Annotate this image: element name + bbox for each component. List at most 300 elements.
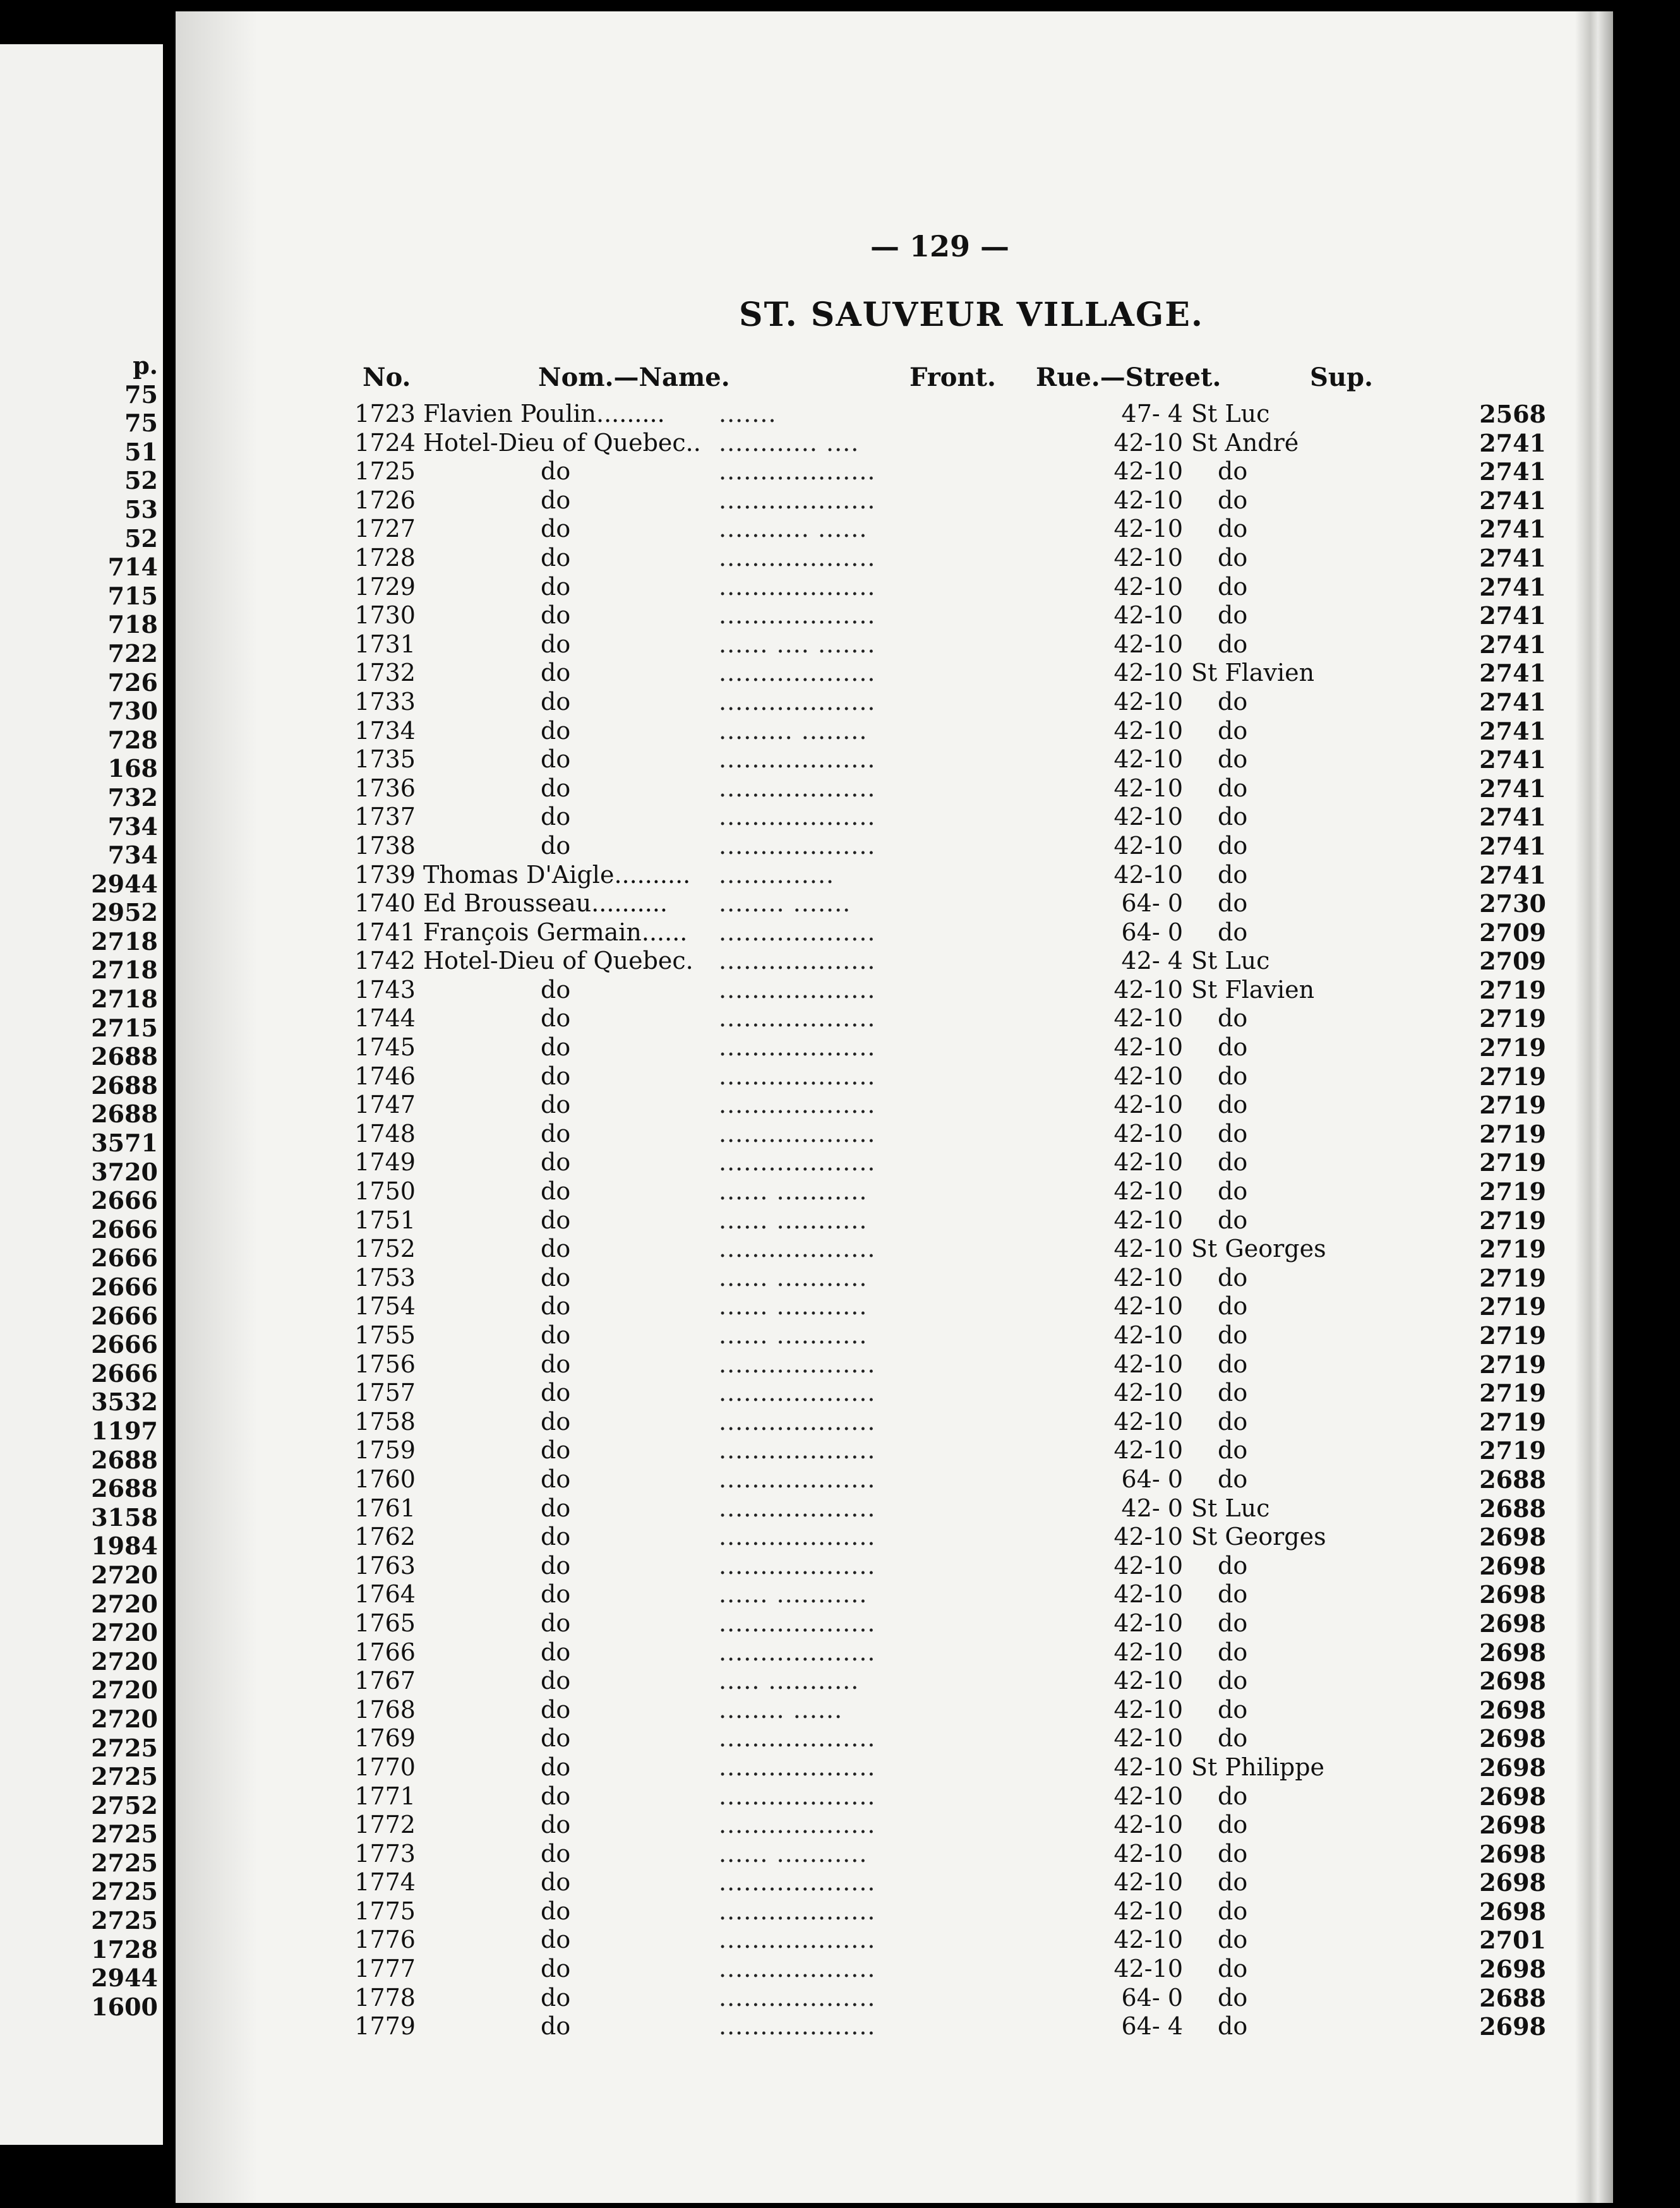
row-number: 1745 xyxy=(354,1033,416,1062)
row-name: do xyxy=(541,2012,571,2041)
table-row xyxy=(176,1552,1613,1581)
row-front: 42-10 xyxy=(1113,486,1183,514)
row-leader-dots: ................... xyxy=(719,1983,876,2012)
row-name: do xyxy=(541,1695,571,1724)
table-row xyxy=(176,889,1613,918)
row-sup: 2730 xyxy=(1479,889,1546,918)
row-number: 1774 xyxy=(354,1868,416,1897)
left-page-value: 1728 xyxy=(91,1935,158,1964)
row-sup: 2741 xyxy=(1479,803,1546,832)
left-page-value: 2666 xyxy=(91,1273,158,1301)
table-row xyxy=(176,1062,1613,1091)
left-page-value: 2752 xyxy=(91,1791,158,1820)
row-leader-dots: ................... xyxy=(719,1494,876,1522)
row-front: 42-10 xyxy=(1113,1695,1183,1724)
table-row xyxy=(176,688,1613,717)
row-name: François Germain...... xyxy=(423,918,688,946)
row-leader-dots: ..... ........... xyxy=(719,1667,860,1695)
row-number: 1724 xyxy=(354,428,416,457)
left-page-value: 2725 xyxy=(91,1762,158,1791)
row-sup: 2719 xyxy=(1479,1033,1546,1062)
row-sup: 2719 xyxy=(1479,1091,1546,1120)
row-street: St Flavien xyxy=(1191,975,1315,1004)
row-sup: 2698 xyxy=(1479,1753,1546,1782)
row-front: 42-10 xyxy=(1113,457,1183,486)
row-number: 1758 xyxy=(354,1407,416,1436)
row-street: do xyxy=(1218,457,1248,486)
row-name: do xyxy=(541,975,571,1004)
row-number: 1733 xyxy=(354,687,416,716)
row-sup: 2698 xyxy=(1479,1580,1546,1609)
row-street: do xyxy=(1218,1033,1248,1062)
row-front: 42-10 xyxy=(1113,1638,1183,1666)
row-street: St André xyxy=(1191,428,1299,457)
row-sup: 2741 xyxy=(1479,687,1546,716)
left-page-value: 2944 xyxy=(91,869,158,898)
table-row xyxy=(176,1955,1613,1984)
left-page-value: p. xyxy=(133,351,158,380)
row-number: 1749 xyxy=(354,1148,416,1177)
row-name: do xyxy=(541,1724,571,1753)
row-street: do xyxy=(1218,1379,1248,1407)
row-name: do xyxy=(541,687,571,716)
row-number: 1777 xyxy=(354,1955,416,1983)
row-name: do xyxy=(541,1868,571,1897)
row-sup: 2741 xyxy=(1479,659,1546,688)
row-front: 42-10 xyxy=(1113,1091,1183,1119)
table-row xyxy=(176,1148,1613,1177)
row-street: do xyxy=(1218,1695,1248,1724)
row-front: 42-10 xyxy=(1113,1033,1183,1062)
row-front: 42-10 xyxy=(1113,1263,1183,1292)
row-name: do xyxy=(541,1609,571,1637)
row-sup: 2698 xyxy=(1479,1609,1546,1638)
left-page-value: 2666 xyxy=(91,1215,158,1244)
row-sup: 2698 xyxy=(1479,1523,1546,1552)
table-row xyxy=(176,717,1613,746)
row-sup: 2688 xyxy=(1479,1465,1546,1494)
row-front: 42-10 xyxy=(1113,572,1183,601)
row-front: 64- 0 xyxy=(1121,889,1183,918)
row-street: do xyxy=(1218,2012,1248,2041)
row-number: 1738 xyxy=(354,831,416,860)
table-row xyxy=(176,601,1613,630)
table-row xyxy=(176,1667,1613,1696)
table-row xyxy=(176,515,1613,544)
row-number: 1762 xyxy=(354,1523,416,1551)
table-row xyxy=(176,1436,1613,1465)
row-front: 42- 4 xyxy=(1121,947,1183,975)
row-name: do xyxy=(541,1523,571,1551)
row-front: 42-10 xyxy=(1113,1782,1183,1810)
column-header-street: Rue.—Street. xyxy=(1036,363,1221,392)
row-front: 42-10 xyxy=(1113,1292,1183,1321)
row-sup: 2709 xyxy=(1479,918,1546,947)
table-row xyxy=(176,774,1613,803)
table-row xyxy=(176,1868,1613,1897)
left-page-value: 2688 xyxy=(91,1445,158,1474)
row-number: 1725 xyxy=(354,457,416,486)
row-name: Hotel-Dieu of Quebec. xyxy=(423,947,693,975)
section-title: ST. SAUVEUR VILLAGE. xyxy=(739,296,1204,334)
row-leader-dots: ................... xyxy=(719,1033,876,1062)
row-street: St Philippe xyxy=(1191,1753,1325,1781)
row-name: do xyxy=(541,1004,571,1033)
row-street: do xyxy=(1218,486,1248,514)
row-leader-dots: ................... xyxy=(719,601,876,630)
row-leader-dots: ................... xyxy=(719,486,876,514)
left-page-value: 734 xyxy=(107,841,158,870)
row-sup: 2698 xyxy=(1479,1724,1546,1753)
row-name: do xyxy=(541,1263,571,1292)
row-front: 42-10 xyxy=(1113,1235,1183,1263)
row-front: 42-10 xyxy=(1113,1551,1183,1580)
row-sup: 2741 xyxy=(1479,716,1546,745)
left-page-value: 51 xyxy=(124,437,158,466)
row-leader-dots: ...... ........... xyxy=(719,1292,868,1321)
row-name: do xyxy=(541,1465,571,1493)
row-sup: 2719 xyxy=(1479,1206,1546,1235)
left-page-value: 2688 xyxy=(91,1100,158,1129)
row-name: do xyxy=(541,803,571,831)
table-row xyxy=(176,429,1613,458)
row-leader-dots: ................... xyxy=(719,659,876,687)
row-leader-dots: ........ ....... xyxy=(719,889,851,918)
row-number: 1751 xyxy=(354,1206,416,1234)
left-page-value: 2688 xyxy=(91,1042,158,1071)
left-page-value: 168 xyxy=(107,754,158,783)
left-page-value: 75 xyxy=(124,380,158,409)
row-street: do xyxy=(1218,803,1248,831)
row-name: do xyxy=(541,1926,571,1954)
row-name: do xyxy=(541,1839,571,1868)
row-leader-dots: ................... xyxy=(719,745,876,774)
row-sup: 2688 xyxy=(1479,1494,1546,1523)
row-leader-dots: ....... xyxy=(719,400,777,428)
row-name: do xyxy=(541,1811,571,1839)
row-name: do xyxy=(541,716,571,745)
row-number: 1767 xyxy=(354,1667,416,1695)
left-page-value: 2725 xyxy=(91,1820,158,1849)
left-page-value: 1197 xyxy=(91,1416,158,1445)
row-number: 1769 xyxy=(354,1724,416,1753)
left-page-value: 2720 xyxy=(91,1676,158,1705)
table-row xyxy=(176,1206,1613,1235)
row-leader-dots: ................... xyxy=(719,975,876,1004)
row-name: do xyxy=(541,659,571,687)
row-front: 42-10 xyxy=(1113,1667,1183,1695)
row-leader-dots: ................... xyxy=(719,1724,876,1753)
row-number: 1731 xyxy=(354,630,416,658)
row-leader-dots: ................... xyxy=(719,1091,876,1119)
row-front: 42-10 xyxy=(1113,1379,1183,1407)
row-name: do xyxy=(541,630,571,658)
row-front: 42-10 xyxy=(1113,1206,1183,1234)
row-number: 1770 xyxy=(354,1753,416,1781)
left-page-value: 2720 xyxy=(91,1560,158,1589)
row-leader-dots: ............ .... xyxy=(719,428,860,457)
row-street: do xyxy=(1218,1724,1248,1753)
left-page-value: 718 xyxy=(107,610,158,639)
table-row xyxy=(176,803,1613,832)
row-street: do xyxy=(1218,1897,1248,1925)
left-page-value: 1984 xyxy=(91,1532,158,1561)
row-street: do xyxy=(1218,1091,1248,1119)
left-page-value: 2720 xyxy=(91,1704,158,1733)
table-row xyxy=(176,1638,1613,1667)
row-sup: 2698 xyxy=(1479,1811,1546,1840)
table-row xyxy=(176,1696,1613,1725)
row-front: 42-10 xyxy=(1113,860,1183,889)
row-leader-dots: ................... xyxy=(719,1926,876,1954)
row-street: do xyxy=(1218,630,1248,658)
row-street: do xyxy=(1218,889,1248,918)
table-row xyxy=(176,1897,1613,1926)
column-header-no: No. xyxy=(363,363,411,392)
row-sup: 2719 xyxy=(1479,1004,1546,1033)
row-street: do xyxy=(1218,1436,1248,1465)
row-sup: 2741 xyxy=(1479,831,1546,860)
row-front: 42-10 xyxy=(1113,1926,1183,1954)
row-name: do xyxy=(541,572,571,601)
left-page-value: 722 xyxy=(107,639,158,668)
row-sup: 2719 xyxy=(1479,1062,1546,1091)
table-row xyxy=(176,457,1613,486)
row-sup: 2741 xyxy=(1479,428,1546,457)
row-sup: 2709 xyxy=(1479,947,1546,976)
row-street: do xyxy=(1218,1926,1248,1954)
row-street: do xyxy=(1218,1839,1248,1868)
table-row xyxy=(176,1465,1613,1494)
row-leader-dots: ................... xyxy=(719,947,876,975)
row-number: 1764 xyxy=(354,1580,416,1609)
left-page-value: 2688 xyxy=(91,1474,158,1503)
row-number: 1768 xyxy=(354,1695,416,1724)
row-sup: 2741 xyxy=(1479,543,1546,572)
table-row xyxy=(176,745,1613,774)
row-street: do xyxy=(1218,1350,1248,1378)
row-street: do xyxy=(1218,1119,1248,1148)
table-row xyxy=(176,1091,1613,1120)
row-front: 42-10 xyxy=(1113,1868,1183,1897)
row-number: 1727 xyxy=(354,515,416,543)
left-page-value: 3720 xyxy=(91,1157,158,1186)
row-number: 1723 xyxy=(354,400,416,428)
row-street: do xyxy=(1218,1062,1248,1090)
row-number: 1726 xyxy=(354,486,416,514)
row-sup: 2741 xyxy=(1479,860,1546,889)
table-row xyxy=(176,1379,1613,1408)
table-row xyxy=(176,400,1613,429)
row-front: 42-10 xyxy=(1113,630,1183,658)
row-sup: 2719 xyxy=(1479,1292,1546,1321)
row-number: 1754 xyxy=(354,1292,416,1321)
table-row xyxy=(176,573,1613,602)
row-street: do xyxy=(1218,687,1248,716)
row-name: do xyxy=(541,1638,571,1666)
column-header-sup: Sup. xyxy=(1310,363,1373,392)
row-name: do xyxy=(541,1897,571,1925)
row-name: do xyxy=(541,1206,571,1234)
row-number: 1752 xyxy=(354,1235,416,1263)
left-page-value: 730 xyxy=(107,697,158,726)
table-row xyxy=(176,1350,1613,1379)
row-front: 42-10 xyxy=(1113,975,1183,1004)
row-number: 1732 xyxy=(354,659,416,687)
row-name: do xyxy=(541,1350,571,1378)
row-leader-dots: ................... xyxy=(719,457,876,486)
row-number: 1779 xyxy=(354,2012,416,2041)
row-number: 1757 xyxy=(354,1379,416,1407)
row-street: do xyxy=(1218,1321,1248,1349)
row-street: St Luc xyxy=(1191,400,1270,428)
row-name: do xyxy=(541,1667,571,1695)
row-sup: 2698 xyxy=(1479,1955,1546,1984)
row-number: 1736 xyxy=(354,774,416,802)
row-front: 42-10 xyxy=(1113,716,1183,745)
row-front: 47- 4 xyxy=(1121,400,1183,428)
row-street: St Georges xyxy=(1191,1235,1326,1263)
row-front: 42-10 xyxy=(1113,543,1183,572)
row-number: 1728 xyxy=(354,543,416,572)
row-street: do xyxy=(1218,1955,1248,1983)
left-page-value: 714 xyxy=(107,553,158,582)
row-sup: 2741 xyxy=(1479,486,1546,515)
row-front: 42-10 xyxy=(1113,745,1183,774)
left-page-value: 3158 xyxy=(91,1503,158,1532)
table-row xyxy=(176,630,1613,659)
row-sup: 2688 xyxy=(1479,1983,1546,2012)
row-number: 1759 xyxy=(354,1436,416,1465)
row-leader-dots: ................... xyxy=(719,1811,876,1839)
left-page-value: 2725 xyxy=(91,1733,158,1762)
row-name: do xyxy=(541,515,571,543)
ledger-table xyxy=(176,400,1613,2041)
row-leader-dots: ................... xyxy=(719,1897,876,1925)
table-row xyxy=(176,1984,1613,2013)
row-street: do xyxy=(1218,1263,1248,1292)
row-leader-dots: ................... xyxy=(719,1782,876,1810)
table-row xyxy=(176,976,1613,1005)
row-name: do xyxy=(541,774,571,802)
row-leader-dots: ................... xyxy=(719,1119,876,1148)
row-sup: 2719 xyxy=(1479,1407,1546,1436)
row-street: do xyxy=(1218,745,1248,774)
left-page-value: 2666 xyxy=(91,1359,158,1388)
row-number: 1778 xyxy=(354,1983,416,2012)
row-number: 1773 xyxy=(354,1839,416,1868)
row-number: 1775 xyxy=(354,1897,416,1925)
row-street: St Luc xyxy=(1191,1494,1270,1522)
row-street: do xyxy=(1218,1177,1248,1206)
table-row xyxy=(176,1004,1613,1033)
row-front: 42-10 xyxy=(1113,1004,1183,1033)
left-page-value: 2720 xyxy=(91,1618,158,1647)
row-street: do xyxy=(1218,860,1248,889)
row-street: do xyxy=(1218,1811,1248,1839)
row-sup: 2741 xyxy=(1479,457,1546,486)
row-street: do xyxy=(1218,1667,1248,1695)
left-page-value: 2666 xyxy=(91,1186,158,1215)
row-front: 42-10 xyxy=(1113,1897,1183,1925)
table-row xyxy=(176,1494,1613,1523)
row-leader-dots: ................... xyxy=(719,1465,876,1493)
row-front: 42-10 xyxy=(1113,1839,1183,1868)
row-street: do xyxy=(1218,1206,1248,1234)
row-name: do xyxy=(541,1436,571,1465)
row-front: 42-10 xyxy=(1113,1753,1183,1781)
row-front: 42- 0 xyxy=(1121,1494,1183,1522)
row-sup: 2698 xyxy=(1479,1667,1546,1696)
row-street: do xyxy=(1218,1609,1248,1637)
row-front: 64- 0 xyxy=(1121,1465,1183,1493)
row-front: 64- 0 xyxy=(1121,1983,1183,2012)
row-street: St Luc xyxy=(1191,947,1270,975)
row-sup: 2698 xyxy=(1479,1897,1546,1926)
left-page-value: 2688 xyxy=(91,1071,158,1100)
row-sup: 2719 xyxy=(1479,1119,1546,1148)
row-street: do xyxy=(1218,1407,1248,1436)
row-street: do xyxy=(1218,1983,1248,2012)
row-name: do xyxy=(541,1292,571,1321)
row-front: 42-10 xyxy=(1113,803,1183,831)
row-leader-dots: ................... xyxy=(719,572,876,601)
left-page-value: 2715 xyxy=(91,1013,158,1042)
left-page-value: 2666 xyxy=(91,1301,158,1330)
row-name: do xyxy=(541,1119,571,1148)
left-page-value: 715 xyxy=(107,581,158,610)
row-leader-dots: ................... xyxy=(719,1235,876,1263)
row-name: do xyxy=(541,1062,571,1090)
row-name: do xyxy=(541,1580,571,1609)
row-street: do xyxy=(1218,1638,1248,1666)
row-leader-dots: ................... xyxy=(719,1436,876,1465)
row-leader-dots: ................... xyxy=(719,1148,876,1177)
table-row xyxy=(176,1292,1613,1321)
row-number: 1734 xyxy=(354,716,416,745)
left-facing-page xyxy=(0,44,163,2145)
row-name: do xyxy=(541,1955,571,1983)
row-sup: 2719 xyxy=(1479,1350,1546,1379)
left-page-value: 2718 xyxy=(91,956,158,985)
left-page-value: 3532 xyxy=(91,1388,158,1417)
left-page-value: 2718 xyxy=(91,927,158,956)
row-street: do xyxy=(1218,1148,1248,1177)
left-page-value: 734 xyxy=(107,812,158,841)
row-number: 1763 xyxy=(354,1551,416,1580)
row-street: do xyxy=(1218,543,1248,572)
row-street: do xyxy=(1218,1868,1248,1897)
row-sup: 2719 xyxy=(1479,1263,1546,1292)
row-number: 1730 xyxy=(354,601,416,630)
row-sup: 2698 xyxy=(1479,1551,1546,1580)
table-row xyxy=(176,1724,1613,1753)
row-number: 1744 xyxy=(354,1004,416,1033)
column-header-name: Nom.—Name. xyxy=(538,363,730,392)
row-name: do xyxy=(541,1177,571,1206)
left-page-column xyxy=(0,351,158,2021)
column-header-front: Front. xyxy=(909,363,996,392)
row-leader-dots: ................... xyxy=(719,1062,876,1090)
table-row xyxy=(176,918,1613,947)
row-sup: 2701 xyxy=(1479,1926,1546,1955)
row-name: do xyxy=(541,486,571,514)
row-street: do xyxy=(1218,1551,1248,1580)
left-page-value: 75 xyxy=(124,409,158,438)
row-sup: 2741 xyxy=(1479,601,1546,630)
row-leader-dots: ................... xyxy=(719,918,876,946)
row-number: 1766 xyxy=(354,1638,416,1666)
